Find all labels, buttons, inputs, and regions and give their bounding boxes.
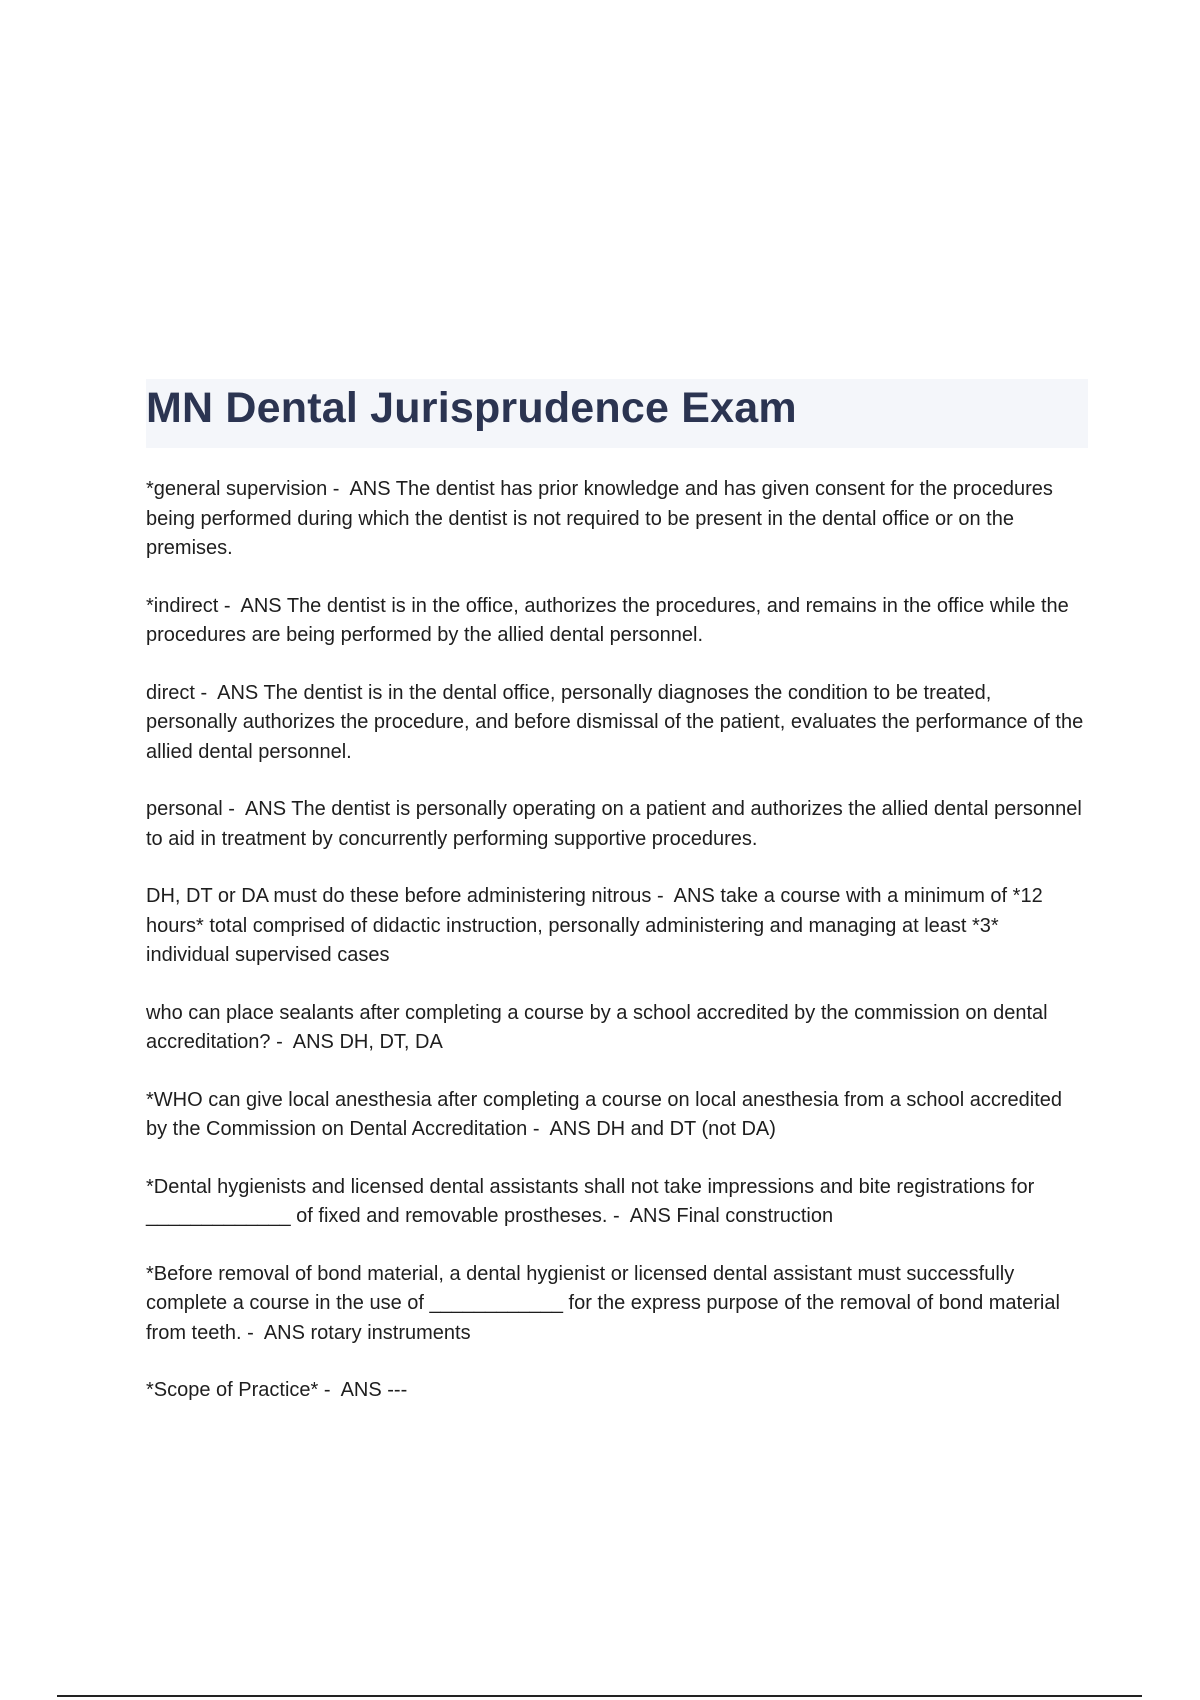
qa-term: *Scope of Practice*: [146, 1379, 319, 1401]
qa-separator: -: [651, 885, 674, 907]
qa-term: who can place sealants after completing a course by a school accredited by the commission on dental accreditation?: [146, 1001, 1048, 1053]
qa-term: *Before removal of bond material, a dental hygienist or licensed dental assistant must successfully complete a course in the use of ____________ for the express purpose of the removal of bond material from teeth.: [146, 1262, 1060, 1344]
qa-separator: -: [194, 681, 218, 704]
qa-item: [146, 475, 1086, 564]
document-title: MN Dental Jurisprudence Exam: [146, 384, 797, 432]
qa-answer: ANS Final construction: [629, 1205, 834, 1227]
qa-answer: ANS The dentist has prior knowledge and has given consent for the procedures being performed during which the dentist is not required to be present in the dental office or on the premises.: [146, 478, 1053, 559]
qa-answer: ANS ---: [340, 1379, 408, 1401]
qa-item: [146, 679, 1086, 768]
qa-item: [146, 1086, 1086, 1145]
qa-term: *WHO can give local anesthesia after completing a course on local anesthesia from a school accredited by the Commission on Dental Accreditation: [146, 1088, 1063, 1140]
qa-separator: -: [241, 1321, 264, 1344]
qa-term: direct: [146, 681, 195, 704]
qa-answer: ANS The dentist is in the office, authorizes the procedures, and remains in the office while the procedures are being performed by the allied dental personnel.: [146, 594, 1069, 646]
qa-term: *general supervision: [146, 478, 328, 500]
qa-term: *Dental hygienists and licensed dental assistants shall not take impressions and bite registrations for _____________ of fixed and removable prostheses.: [146, 1175, 1035, 1227]
qa-answer: ANS take a course with a minimum of *12 hours* total comprised of didactic instruction, personally administering and managing at least *3* individual supervised cases: [146, 885, 1043, 966]
qa-separator: -: [270, 1031, 293, 1053]
qa-item: [146, 882, 1086, 971]
qa-item: [146, 795, 1086, 854]
qa-answer: ANS The dentist is in the dental office, personally diagnoses the condition to be treated, personally authorizes the procedure, and before dismissal of the patient, evaluates the performance of the allied dental personnel.: [146, 681, 1084, 763]
qa-separator: -: [318, 1379, 341, 1401]
qa-answer: ANS rotary instruments: [263, 1321, 471, 1344]
qa-separator: -: [327, 478, 350, 500]
qa-term: DH, DT or DA must do these before administering nitrous: [146, 885, 652, 907]
qa-item: [146, 592, 1086, 651]
qa-answer: ANS DH and DT (not DA): [549, 1118, 776, 1140]
qa-term: *indirect: [146, 594, 219, 617]
qa-separator: -: [527, 1118, 550, 1140]
qa-term: personal: [146, 798, 223, 820]
qa-item: [146, 999, 1086, 1058]
footer-divider: [57, 1695, 1142, 1697]
qa-item: [146, 1376, 1086, 1406]
qa-answer: ANS DH, DT, DA: [292, 1031, 443, 1053]
qa-separator: -: [218, 594, 241, 617]
qa-separator: -: [222, 798, 245, 820]
qa-separator: -: [607, 1205, 630, 1227]
qa-item: [146, 1260, 1086, 1349]
qa-item: [146, 1173, 1086, 1232]
qa-list: [146, 475, 1086, 1434]
qa-answer: ANS The dentist is personally operating on a patient and authorizes the allied dental personnel to aid in treatment by concurrently performing supportive procedures.: [146, 798, 1082, 850]
